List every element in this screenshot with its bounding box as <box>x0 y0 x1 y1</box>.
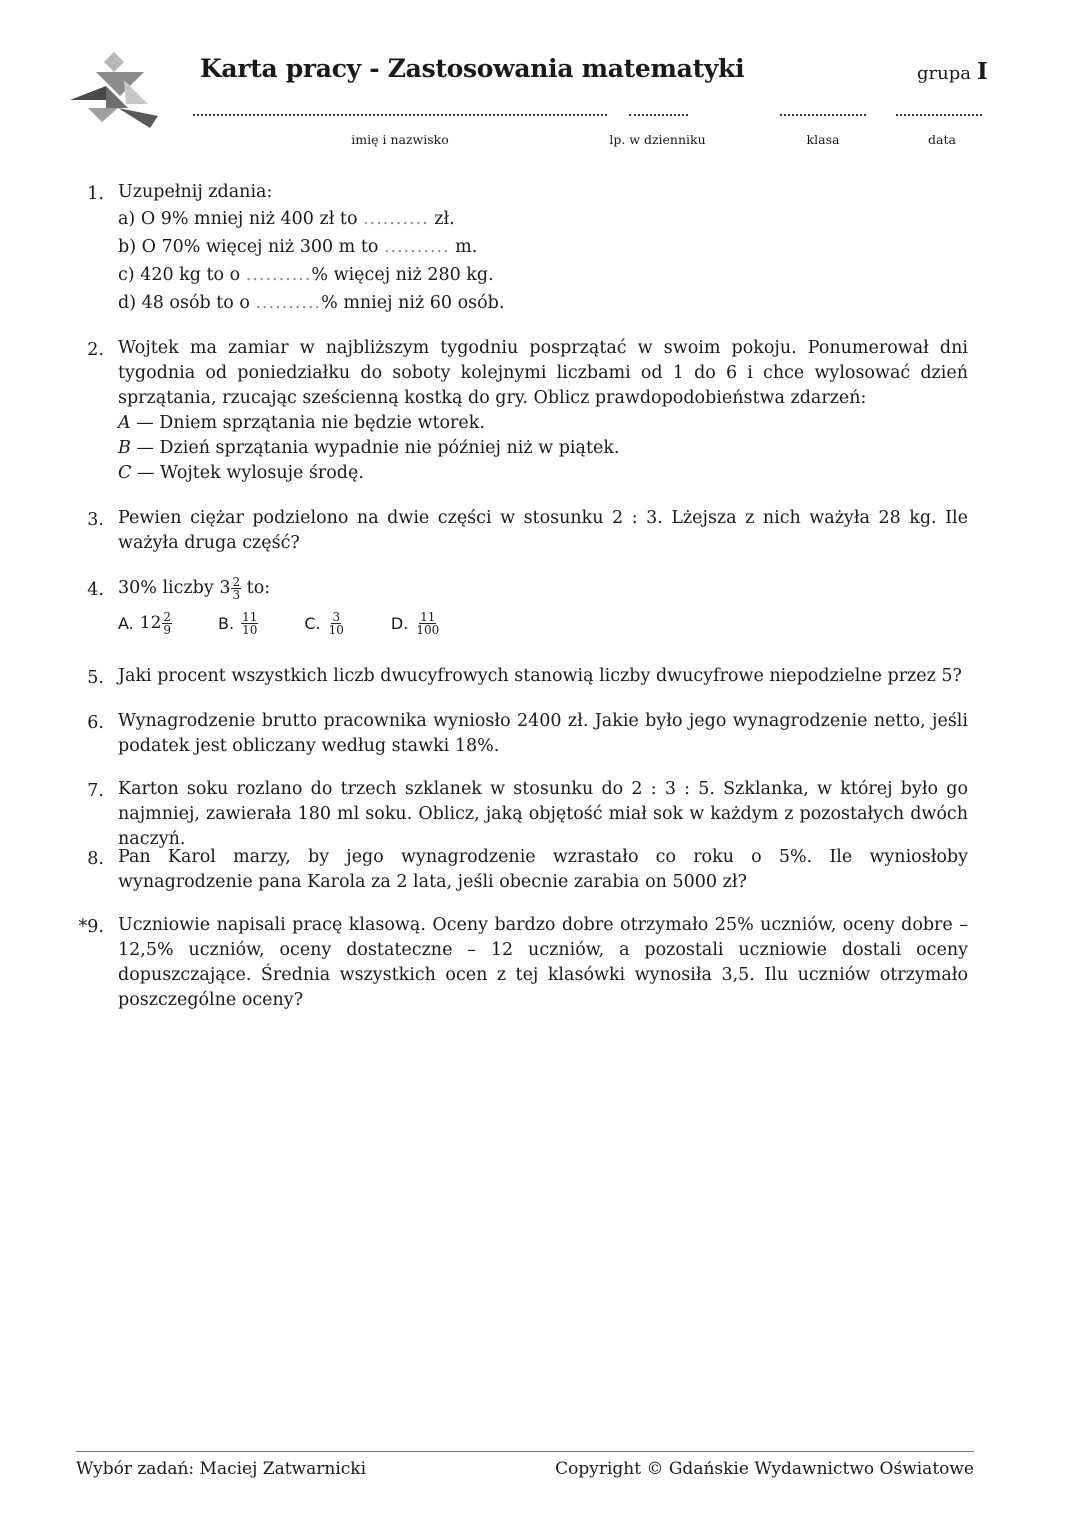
task-4 <box>87 575 968 637</box>
event-a: A — Dniem sprzątania nie będzie wtorek. <box>118 413 485 433</box>
option-a[interactable]: A. 12 $\frac{2}{9}$ <box>118 610 172 637</box>
option-b[interactable]: B. $\frac{11}{10}$ <box>218 610 258 637</box>
task-number: 5. <box>87 668 104 688</box>
number-field-label: lp. w dzienniku <box>609 132 706 147</box>
group-indicator <box>917 58 988 85</box>
task-number: *9. <box>78 917 104 937</box>
footer-divider <box>76 1451 974 1452</box>
answer-blank[interactable]: .......... <box>363 209 429 229</box>
task-number: 1. <box>87 184 104 204</box>
task-text: Pewien ciężar podzielono na dwie części w stosunku 2 : 3. Lżejsza z nich ważyła 28 kg. Ile ważyła druga część? <box>118 508 968 553</box>
group-value: I <box>976 58 988 85</box>
task-text: 30% liczby 3 $\frac{2}{3}$ to: <box>118 575 271 602</box>
footer-copyright: Copyright © Gdańskie Wydawnictwo Oświatowe <box>555 1459 974 1479</box>
name-field-label: imię i nazwisko <box>351 132 449 147</box>
task-number: 7. <box>87 781 104 801</box>
task-number: 2. <box>87 340 104 360</box>
answer-options <box>118 611 968 636</box>
fraction: $\frac{2}{3}$ <box>232 575 241 602</box>
answer-blank[interactable]: .......... <box>245 265 312 285</box>
name-field-line[interactable] <box>193 114 607 116</box>
task-item-b: b) O 70% więcej niż 300 m to .......... m. <box>118 237 478 257</box>
class-field-line[interactable] <box>780 114 866 116</box>
date-field-line[interactable] <box>896 114 982 116</box>
task-9 <box>78 913 968 1013</box>
task-text: Wojtek ma zamiar w najbliższym tygodniu posprzątać w swoim pokoju. Ponumerował dni tygodnia od poniedziałku do soboty kolejnymi liczbami od 1 do 6 i chce wylosować dzień sprzątania, rzucając sześcienną kostką do gry. Oblicz prawdopodobieństwa zdarzeń: <box>118 338 968 408</box>
answer-blank[interactable]: .......... <box>383 237 450 257</box>
number-field-line[interactable] <box>629 114 688 116</box>
task-text: Wynagrodzenie brutto pracownika wyniosło 2400 zł. Jakie było jego wynagrodzenie netto, jeśli podatek jest obliczany według stawki 18%. <box>118 711 968 756</box>
event-b: B — Dzień sprzątania wypadnie nie później niż w piątek. <box>118 438 620 458</box>
task-text: Karton soku rozlano do trzech szklanek w stosunku do 2 : 3 : 5. Szklanka, w której było go najmniej, zawierała 180 ml soku. Oblicz, jaką objętość miał sok w każdym z pozostałych dwóch naczyń. <box>118 779 968 849</box>
option-d[interactable]: D. $\frac{11}{100}$ <box>390 610 440 637</box>
task-text: Jaki procent wszystkich liczb dwucyfrowych stanowią liczby dwucyfrowe niepodzielne przez 5? <box>118 666 962 686</box>
task-number: 6. <box>87 713 104 733</box>
task-number: 4. <box>87 580 104 600</box>
task-2 <box>87 336 968 486</box>
date-field-label: data <box>928 132 956 147</box>
publisher-logo <box>66 50 162 132</box>
task-1 <box>87 180 968 317</box>
worksheet-title: Karta pracy - Zastosowania matematyki <box>200 54 745 83</box>
event-c: C — Wojtek wylosuje środę. <box>118 463 364 483</box>
task-6 <box>87 709 968 759</box>
task-number: 8. <box>87 849 104 869</box>
group-label: grupa <box>917 63 971 84</box>
task-8 <box>87 845 968 895</box>
task-item-c: c) 420 kg to o ..........% więcej niż 280 kg. <box>118 265 494 285</box>
option-c[interactable]: C. $\frac{3}{10}$ <box>304 610 344 637</box>
task-text: Uczniowie napisali pracę klasową. Oceny bardzo dobre otrzymało 25% uczniów, oceny dobre – 12,5% uczniów, oceny dostateczne – 12 uczniów, a pozostali uczniowie dostali oceny dopuszczające. Średnia wszystkich ocen z tej klasówki wynosiła 3,5. Ilu uczniów otrzymało poszczególne oceny? <box>118 915 968 1010</box>
task-text: Uzupełnij zdania: <box>118 182 273 202</box>
task-number: 3. <box>87 510 104 530</box>
task-3 <box>87 506 968 556</box>
answer-blank[interactable]: .......... <box>255 293 322 313</box>
task-text: Pan Karol marzy, by jego wynagrodzenie wzrastało co roku o 5%. Ile wyniosłoby wynagrodzenie pana Karola za 2 lata, jeśli obecnie zarabia on 5000 zł? <box>118 847 968 892</box>
task-5 <box>87 664 968 689</box>
class-field-label: klasa <box>806 132 840 147</box>
task-7 <box>87 777 968 852</box>
footer-author: Wybór zadań: Maciej Zatwarnicki <box>76 1459 367 1479</box>
task-item-d: d) 48 osób to o ..........% mniej niż 60 osób. <box>118 293 505 313</box>
task-item-a: a) O 9% mniej niż 400 zł to .......... zł. <box>118 209 455 229</box>
